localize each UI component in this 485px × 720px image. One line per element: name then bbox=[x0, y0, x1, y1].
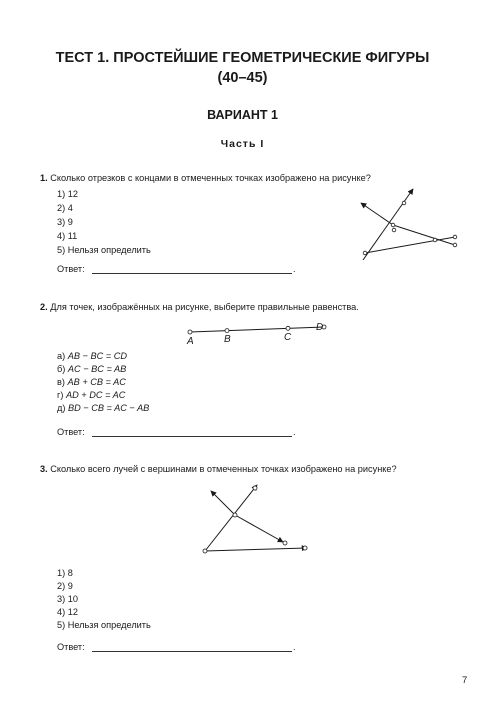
answer-dot-2: . bbox=[293, 427, 296, 437]
segment-lower bbox=[365, 237, 455, 253]
figure-2-points-on-line bbox=[180, 318, 330, 348]
question-number: 3. bbox=[40, 464, 48, 474]
answer-label-1: Ответ: bbox=[57, 264, 85, 274]
point-a bbox=[188, 330, 192, 334]
point bbox=[453, 235, 457, 239]
option-2-d[interactable] bbox=[57, 390, 125, 401]
ray-upward bbox=[205, 485, 257, 551]
question-text: Сколько всего лучей с вершинами в отмеченных точках изображено на рисунке? bbox=[50, 464, 397, 474]
page-number: 7 bbox=[462, 675, 468, 686]
ray-upper-left bbox=[211, 491, 235, 515]
label-b: B bbox=[224, 334, 231, 345]
question-number: 1. bbox=[40, 173, 48, 183]
option-letter: г) bbox=[57, 390, 64, 400]
answer-field-3[interactable] bbox=[92, 651, 292, 652]
answer-dot-3: . bbox=[293, 642, 296, 652]
ray-rightward bbox=[205, 548, 307, 551]
option-letter: в) bbox=[57, 377, 65, 387]
label-d: D bbox=[316, 322, 324, 333]
option-3-3[interactable]: 3) 10 bbox=[57, 594, 78, 604]
ray-lower-right bbox=[235, 515, 283, 542]
figure-1-lines-diagram bbox=[355, 185, 470, 265]
option-letter: д) bbox=[57, 403, 66, 413]
question-text: Сколько отрезков с концами в отмеченных точках изображено на рисунке? bbox=[50, 173, 371, 183]
option-1-4[interactable]: 4) 11 bbox=[57, 231, 78, 241]
point-c bbox=[286, 326, 290, 330]
ray-up-left bbox=[361, 203, 393, 225]
test-title: ТЕСТ 1. ПРОСТЕЙШИЕ ГЕОМЕТРИЧЕСКИЕ ФИГУРЫ bbox=[55, 50, 430, 66]
option-1-2[interactable]: 2) 4 bbox=[57, 203, 73, 213]
option-1-5[interactable]: 5) Нельзя определить bbox=[57, 245, 151, 255]
option-expression: BD − CB = AC − AB bbox=[67, 403, 150, 413]
answer-label-2: Ответ: bbox=[57, 427, 85, 437]
answer-dot-1: . bbox=[293, 264, 296, 274]
option-2-b[interactable] bbox=[57, 364, 126, 375]
point bbox=[363, 251, 367, 255]
option-expression: AB + CB = AC bbox=[67, 377, 126, 387]
question-3 bbox=[40, 463, 397, 475]
option-expression: AD + DC = AC bbox=[65, 390, 126, 400]
point bbox=[402, 201, 406, 205]
question-2 bbox=[40, 301, 359, 313]
test-title-pages: (40–45) bbox=[217, 70, 268, 86]
question-1 bbox=[40, 172, 371, 184]
question-text: Для точек, изображённых на рисунке, выберите правильные равенства. bbox=[50, 302, 359, 312]
label-a: A bbox=[187, 336, 194, 347]
point bbox=[433, 238, 437, 242]
answer-field-1[interactable] bbox=[92, 273, 292, 274]
option-2-e[interactable] bbox=[57, 403, 149, 414]
option-expression: AC − BC = AB bbox=[67, 364, 127, 374]
point bbox=[253, 486, 257, 490]
option-letter: а) bbox=[57, 351, 66, 361]
option-letter: б) bbox=[57, 364, 66, 374]
point bbox=[392, 228, 396, 232]
point bbox=[391, 223, 395, 227]
point bbox=[303, 546, 307, 550]
answer-field-2[interactable] bbox=[92, 436, 292, 437]
option-expression: AB − BC = CD bbox=[67, 351, 127, 361]
label-c: C bbox=[284, 332, 292, 343]
segment-right bbox=[393, 225, 455, 245]
point-b bbox=[225, 329, 229, 333]
point bbox=[283, 541, 287, 545]
question-number: 2. bbox=[40, 302, 48, 312]
part-heading: Часть I bbox=[220, 138, 265, 150]
option-1-3[interactable]: 3) 9 bbox=[57, 217, 73, 227]
figure-3-rays-diagram bbox=[195, 480, 315, 560]
option-2-a[interactable] bbox=[57, 351, 127, 362]
option-3-4[interactable]: 4) 12 bbox=[57, 607, 78, 617]
option-2-c[interactable] bbox=[57, 377, 126, 388]
variant-heading: ВАРИАНТ 1 bbox=[207, 108, 278, 122]
option-3-5[interactable]: 5) Нельзя определить bbox=[57, 620, 151, 630]
option-3-2[interactable]: 2) 9 bbox=[57, 581, 73, 591]
segment-ad bbox=[190, 327, 324, 332]
option-1-1[interactable]: 1) 12 bbox=[57, 189, 78, 199]
point bbox=[233, 513, 237, 517]
answer-label-3: Ответ: bbox=[57, 642, 85, 652]
point bbox=[453, 243, 457, 247]
option-3-1[interactable]: 1) 8 bbox=[57, 568, 73, 578]
point bbox=[203, 549, 207, 553]
